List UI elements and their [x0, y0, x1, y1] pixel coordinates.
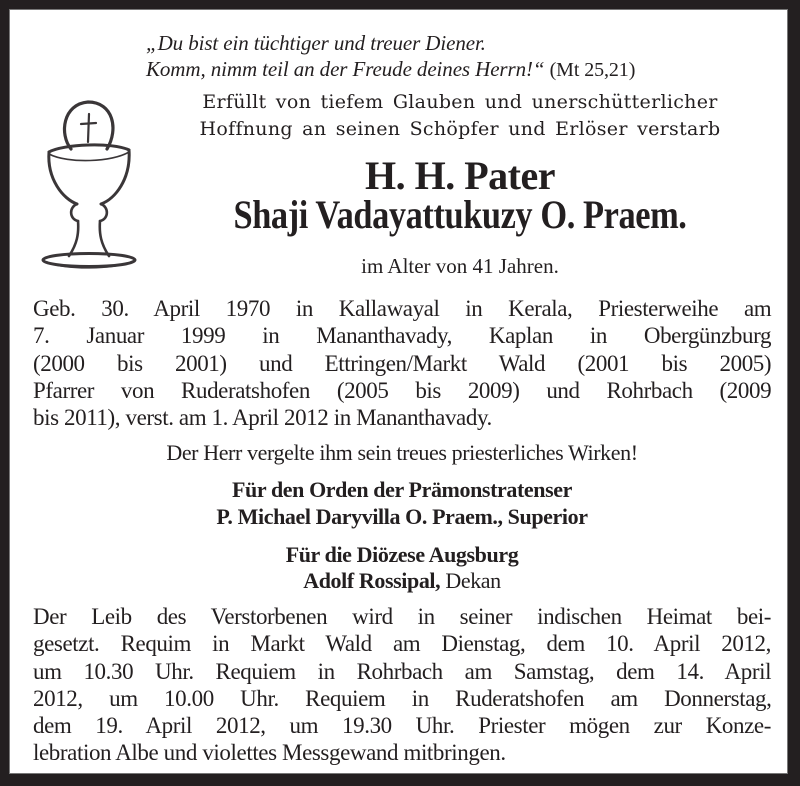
order-signatory: P. Michael Daryvilla O. Praem., Superior — [216, 504, 588, 529]
burial-line: gesetzt. Requim in Markt Wald am Dienstag, dem 10. April 2012, — [33, 631, 771, 657]
biography-line: 7. Januar 1999 in Mananthavady, Kaplan in Obergünzburg — [33, 323, 772, 349]
intro-line-1: Erfüllt von tiefem Glauben und unerschütterlicher — [202, 91, 718, 113]
diocese-signatory-name: Adolf Rossipal, — [303, 568, 441, 593]
intro-text — [140, 89, 780, 143]
diocese-signatory — [33, 568, 771, 594]
obituary-notice — [9, 9, 788, 774]
bible-quote — [146, 30, 635, 83]
burial-line: um 10.30 Uhr. Requiem in Rohrbach am Samstag, dem 14. April — [33, 658, 772, 684]
biography-line: Pfarrer von Ruderatshofen (2005 bis 2009) und Rohrbach (2009 — [33, 377, 772, 403]
deceased-name: Shaji Vadayattukuzy O. Praem. — [233, 192, 687, 237]
diocese-signatory-role: Dekan — [440, 568, 501, 593]
burial-line: 2012, um 10.00 Uhr. Requiem in Ruderatshofen am Donnerstag, — [33, 685, 772, 711]
intro-line-2: Hoffnung an seinen Schöpfer und Erlöser verstarb — [199, 118, 721, 140]
chalice-with-host-icon — [33, 94, 143, 269]
quote-line-1: „Du bist ein tüchtiger und treuer Diener. — [146, 31, 486, 55]
burial-line: Der Leib des Verstorbenen wird in seiner indischen Heimat bei- — [33, 604, 771, 629]
diocese-heading: Für die Diözese Augsburg — [285, 542, 519, 567]
thanks-line: Der Herr vergelte ihm sein treues priesterliches Wirken! — [166, 440, 638, 465]
biography-line: Geb. 30. April 1970 in Kallawayal in Kerala, Priesterweihe am — [33, 296, 772, 321]
biography-line: bis 2011), verst. am 1. April 2012 in Mananthavady. — [33, 405, 492, 431]
order-heading: Für den Orden der Prämonstratenser — [232, 477, 572, 502]
burial-line: dem 19. April 2012, um 19.30 Uhr. Priester mögen zur Konze- — [33, 713, 771, 739]
biography-paragraph — [33, 295, 771, 431]
quote-line-2 — [146, 56, 635, 83]
quote-reference: (Mt 25,21) — [549, 59, 636, 81]
biography-line: (2000 bis 2001) und Ettringen/Markt Wald (2001 bis 2005) — [33, 350, 772, 376]
quote-line-2-text: Komm, nimm teil an der Freude deines Herrn!“ — [146, 57, 545, 81]
burial-line: lebration Albe und violettes Messgewand mitbringen. — [33, 740, 506, 766]
deceased-age: im Alter von 41 Jahren. — [361, 254, 559, 278]
deceased-title: H. H. Pater — [365, 153, 555, 198]
burial-paragraph — [33, 603, 771, 767]
